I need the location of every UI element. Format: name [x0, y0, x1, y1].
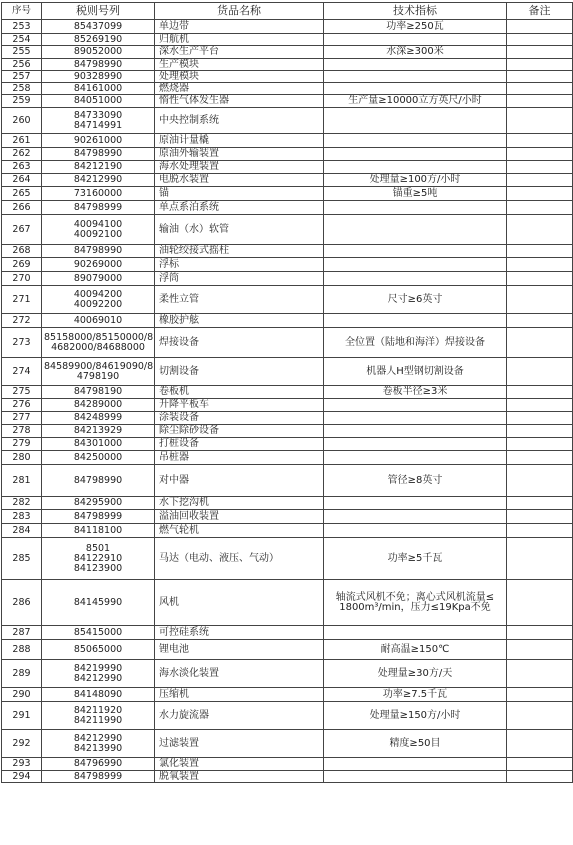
tariff-code-cell: 84798990 — [42, 245, 155, 258]
technical-spec-cell — [324, 215, 507, 245]
tariff-code-cell: 84161000 — [42, 83, 155, 95]
technical-spec-cell: 锚重≥5吨 — [324, 187, 507, 201]
row-number-cell: 292 — [2, 730, 42, 758]
technical-spec-cell — [324, 34, 507, 46]
table-row — [2, 71, 573, 83]
item-name-cell: 深水生产平台 — [155, 46, 324, 59]
tariff-code-cell: 84798190 — [42, 386, 155, 399]
row-number-cell: 257 — [2, 71, 42, 83]
item-name-cell: 处理模块 — [155, 71, 324, 83]
row-number-cell: 263 — [2, 161, 42, 174]
table-row — [2, 46, 573, 59]
table-row — [2, 201, 573, 215]
item-name-cell: 可控硅系统 — [155, 626, 324, 640]
item-name-cell: 海水处理装置 — [155, 161, 324, 174]
item-name-cell: 升降平板车 — [155, 399, 324, 412]
technical-spec-cell — [324, 71, 507, 83]
technical-spec-cell: 精度≥50目 — [324, 730, 507, 758]
table-row — [2, 660, 573, 688]
remarks-cell — [507, 730, 573, 758]
item-name-cell: 生产模块 — [155, 59, 324, 71]
technical-spec-cell — [324, 201, 507, 215]
item-name-cell: 电脱水装置 — [155, 174, 324, 187]
table-row — [2, 771, 573, 783]
table-row — [2, 134, 573, 148]
remarks-cell — [507, 148, 573, 161]
remarks-cell — [507, 328, 573, 358]
tariff-code-cell: 90261000 — [42, 134, 155, 148]
item-name-cell: 归航机 — [155, 34, 324, 46]
item-name-cell: 原油外输装置 — [155, 148, 324, 161]
technical-spec-cell: 处理量≥150方/小时 — [324, 702, 507, 730]
row-number-cell: 261 — [2, 134, 42, 148]
technical-spec-cell — [324, 399, 507, 412]
item-name-cell: 涂装设备 — [155, 412, 324, 425]
remarks-cell — [507, 314, 573, 328]
table-row — [2, 187, 573, 201]
tariff-code-cell: 84798990 — [42, 465, 155, 497]
table-row — [2, 95, 573, 108]
remarks-cell — [507, 215, 573, 245]
table-row — [2, 497, 573, 510]
item-name-cell: 打桩设备 — [155, 438, 324, 451]
technical-spec-cell — [324, 771, 507, 783]
remarks-cell — [507, 161, 573, 174]
technical-spec-cell: 功率≥7.5千瓦 — [324, 688, 507, 702]
item-name-cell: 燃烧器 — [155, 83, 324, 95]
tariff-code-cell: 84798999 — [42, 771, 155, 783]
row-number-cell: 269 — [2, 258, 42, 272]
remarks-cell — [507, 451, 573, 465]
row-number-cell: 273 — [2, 328, 42, 358]
technical-spec-cell — [324, 412, 507, 425]
row-number-cell: 267 — [2, 215, 42, 245]
technical-spec-cell — [324, 148, 507, 161]
item-name-cell: 单点系泊系统 — [155, 201, 324, 215]
tariff-code-cell: 84289000 — [42, 399, 155, 412]
table-row — [2, 386, 573, 399]
row-number-cell: 283 — [2, 510, 42, 524]
table-row — [2, 626, 573, 640]
remarks-cell — [507, 83, 573, 95]
tariff-code-cell: 85158000/85150000/8 4682000/84688000 — [42, 328, 155, 358]
table-row — [2, 258, 573, 272]
row-number-cell: 253 — [2, 20, 42, 34]
tariff-code-cell: 84250000 — [42, 451, 155, 465]
remarks-cell — [507, 688, 573, 702]
technical-spec-cell — [324, 451, 507, 465]
remarks-cell — [507, 580, 573, 626]
row-number-cell: 282 — [2, 497, 42, 510]
table-row — [2, 286, 573, 314]
table-row — [2, 702, 573, 730]
technical-spec-cell — [324, 425, 507, 438]
remarks-cell — [507, 640, 573, 660]
table-row — [2, 538, 573, 580]
technical-spec-cell — [324, 59, 507, 71]
row-number-cell: 254 — [2, 34, 42, 46]
tariff-code-cell: 84212190 — [42, 161, 155, 174]
table-row — [2, 451, 573, 465]
item-name-cell: 溢油回收装置 — [155, 510, 324, 524]
technical-spec-cell — [324, 134, 507, 148]
table-row — [2, 640, 573, 660]
remarks-cell — [507, 702, 573, 730]
table-row — [2, 758, 573, 771]
tariff-code-cell: 84301000 — [42, 438, 155, 451]
tariff-code-cell: 85065000 — [42, 640, 155, 660]
row-number-cell: 276 — [2, 399, 42, 412]
table-row — [2, 580, 573, 626]
remarks-cell — [507, 399, 573, 412]
item-name-cell: 水下挖沟机 — [155, 497, 324, 510]
tariff-items-table — [1, 2, 573, 783]
item-name-cell: 吊桩器 — [155, 451, 324, 465]
remarks-cell — [507, 660, 573, 688]
table-row — [2, 425, 573, 438]
tariff-code-cell: 84798999 — [42, 510, 155, 524]
table-row — [2, 148, 573, 161]
item-name-cell: 单边带 — [155, 20, 324, 34]
header-remarks: 备注 — [507, 3, 573, 20]
technical-spec-cell — [324, 108, 507, 134]
technical-spec-cell — [324, 524, 507, 538]
table-row — [2, 524, 573, 538]
remarks-cell — [507, 174, 573, 187]
tariff-code-cell: 84798990 — [42, 59, 155, 71]
row-number-cell: 293 — [2, 758, 42, 771]
remarks-cell — [507, 497, 573, 510]
technical-spec-cell — [324, 258, 507, 272]
table-row — [2, 465, 573, 497]
item-name-cell: 风机 — [155, 580, 324, 626]
tariff-code-cell: 85269190 — [42, 34, 155, 46]
row-number-cell: 280 — [2, 451, 42, 465]
remarks-cell — [507, 412, 573, 425]
item-name-cell: 惰性气体发生器 — [155, 95, 324, 108]
row-number-cell: 290 — [2, 688, 42, 702]
item-name-cell: 浮标 — [155, 258, 324, 272]
row-number-cell: 271 — [2, 286, 42, 314]
remarks-cell — [507, 46, 573, 59]
header-item-name: 货品名称 — [155, 3, 324, 20]
remarks-cell — [507, 187, 573, 201]
row-number-cell: 281 — [2, 465, 42, 497]
tariff-code-cell: 90328990 — [42, 71, 155, 83]
tariff-code-cell: 89079000 — [42, 272, 155, 286]
item-name-cell: 柔性立管 — [155, 286, 324, 314]
table-row — [2, 215, 573, 245]
technical-spec-cell: 处理量≥30方/天 — [324, 660, 507, 688]
tariff-code-cell: 84148090 — [42, 688, 155, 702]
item-name-cell: 焊接设备 — [155, 328, 324, 358]
row-number-cell: 266 — [2, 201, 42, 215]
row-number-cell: 284 — [2, 524, 42, 538]
tariff-code-cell: 8501 84122910 84123900 — [42, 538, 155, 580]
header-row — [2, 3, 573, 20]
remarks-cell — [507, 286, 573, 314]
technical-spec-cell — [324, 758, 507, 771]
table-row — [2, 328, 573, 358]
table-row — [2, 161, 573, 174]
technical-spec-cell: 全位置（陆地和海洋）焊接设备 — [324, 328, 507, 358]
tariff-code-cell: 40094200 40092200 — [42, 286, 155, 314]
row-number-cell: 291 — [2, 702, 42, 730]
tariff-code-cell: 84798999 — [42, 201, 155, 215]
technical-spec-cell — [324, 83, 507, 95]
technical-spec-cell — [324, 272, 507, 286]
tariff-code-cell: 84118100 — [42, 524, 155, 538]
item-name-cell: 水力旋流器 — [155, 702, 324, 730]
item-name-cell: 原油计量橇 — [155, 134, 324, 148]
remarks-cell — [507, 134, 573, 148]
remarks-cell — [507, 34, 573, 46]
technical-spec-cell: 功率≥250瓦 — [324, 20, 507, 34]
remarks-cell — [507, 20, 573, 34]
remarks-cell — [507, 510, 573, 524]
row-number-cell: 294 — [2, 771, 42, 783]
technical-spec-cell — [324, 161, 507, 174]
tariff-code-cell: 84219990 84212990 — [42, 660, 155, 688]
tariff-code-cell: 84796990 — [42, 758, 155, 771]
technical-spec-cell: 处理量≥100方/小时 — [324, 174, 507, 187]
item-name-cell: 海水淡化装置 — [155, 660, 324, 688]
tariff-code-cell: 84212990 — [42, 174, 155, 187]
item-name-cell: 除尘除砂设备 — [155, 425, 324, 438]
remarks-cell — [507, 538, 573, 580]
row-number-cell: 277 — [2, 412, 42, 425]
table-row — [2, 34, 573, 46]
tariff-code-cell: 90269000 — [42, 258, 155, 272]
row-number-cell: 287 — [2, 626, 42, 640]
technical-spec-cell: 尺寸≥6英寸 — [324, 286, 507, 314]
remarks-cell — [507, 245, 573, 258]
technical-spec-cell — [324, 497, 507, 510]
row-number-cell: 262 — [2, 148, 42, 161]
item-name-cell: 对中器 — [155, 465, 324, 497]
item-name-cell: 锂电池 — [155, 640, 324, 660]
row-number-cell: 259 — [2, 95, 42, 108]
table-row — [2, 510, 573, 524]
table-row — [2, 272, 573, 286]
row-number-cell: 272 — [2, 314, 42, 328]
technical-spec-cell — [324, 314, 507, 328]
table-row — [2, 174, 573, 187]
table-row — [2, 59, 573, 71]
tariff-code-cell: 84798990 — [42, 148, 155, 161]
technical-spec-cell: 功率≥5千瓦 — [324, 538, 507, 580]
tariff-code-cell: 85415000 — [42, 626, 155, 640]
remarks-cell — [507, 59, 573, 71]
remarks-cell — [507, 201, 573, 215]
remarks-cell — [507, 758, 573, 771]
tariff-code-cell: 85437099 — [42, 20, 155, 34]
remarks-cell — [507, 386, 573, 399]
table-row — [2, 83, 573, 95]
technical-spec-cell — [324, 510, 507, 524]
header-tariff-code: 税则号列 — [42, 3, 155, 20]
remarks-cell — [507, 108, 573, 134]
remarks-cell — [507, 465, 573, 497]
row-number-cell: 258 — [2, 83, 42, 95]
tariff-code-cell: 84295900 — [42, 497, 155, 510]
item-name-cell: 脱氧装置 — [155, 771, 324, 783]
item-name-cell: 压缩机 — [155, 688, 324, 702]
remarks-cell — [507, 358, 573, 386]
row-number-cell: 265 — [2, 187, 42, 201]
tariff-code-cell: 40069010 — [42, 314, 155, 328]
technical-spec-cell: 耐高温≥150℃ — [324, 640, 507, 660]
row-number-cell: 285 — [2, 538, 42, 580]
row-number-cell: 288 — [2, 640, 42, 660]
tariff-code-cell: 89052000 — [42, 46, 155, 59]
item-name-cell: 橡胶护舷 — [155, 314, 324, 328]
item-name-cell: 浮筒 — [155, 272, 324, 286]
header-serial-number: 序号 — [2, 3, 42, 20]
row-number-cell: 278 — [2, 425, 42, 438]
remarks-cell — [507, 95, 573, 108]
table-row — [2, 412, 573, 425]
item-name-cell: 氯化装置 — [155, 758, 324, 771]
row-number-cell: 274 — [2, 358, 42, 386]
item-name-cell: 卷板机 — [155, 386, 324, 399]
item-name-cell: 中央控制系统 — [155, 108, 324, 134]
row-number-cell: 270 — [2, 272, 42, 286]
technical-spec-cell — [324, 245, 507, 258]
row-number-cell: 256 — [2, 59, 42, 71]
tariff-code-cell: 73160000 — [42, 187, 155, 201]
tariff-code-cell: 84211920 84211990 — [42, 702, 155, 730]
technical-spec-cell — [324, 438, 507, 451]
table-body — [2, 20, 573, 783]
row-number-cell: 260 — [2, 108, 42, 134]
row-number-cell: 279 — [2, 438, 42, 451]
remarks-cell — [507, 771, 573, 783]
remarks-cell — [507, 438, 573, 451]
table-row — [2, 438, 573, 451]
tariff-code-cell: 84589900/84619090/8 4798190 — [42, 358, 155, 386]
tariff-code-cell: 84051000 — [42, 95, 155, 108]
table-row — [2, 314, 573, 328]
item-name-cell: 过滤装置 — [155, 730, 324, 758]
header-technical-spec: 技术指标 — [324, 3, 507, 20]
item-name-cell: 切割设备 — [155, 358, 324, 386]
table-row — [2, 20, 573, 34]
row-number-cell: 264 — [2, 174, 42, 187]
table-row — [2, 399, 573, 412]
row-number-cell: 286 — [2, 580, 42, 626]
remarks-cell — [507, 626, 573, 640]
remarks-cell — [507, 272, 573, 286]
tariff-code-cell: 84145990 — [42, 580, 155, 626]
table-row — [2, 245, 573, 258]
table-row — [2, 358, 573, 386]
tariff-code-cell: 84212990 84213990 — [42, 730, 155, 758]
row-number-cell: 255 — [2, 46, 42, 59]
row-number-cell: 275 — [2, 386, 42, 399]
item-name-cell: 锚 — [155, 187, 324, 201]
remarks-cell — [507, 258, 573, 272]
technical-spec-cell: 轴流式风机不免；离心式风机流量≤ 1800m³/min，压力≤19Kpa不免 — [324, 580, 507, 626]
item-name-cell: 马达（电动、液压、气动） — [155, 538, 324, 580]
table-row — [2, 108, 573, 134]
tariff-code-cell: 40094100 40092100 — [42, 215, 155, 245]
technical-spec-cell: 机器人H型钢切割设备 — [324, 358, 507, 386]
technical-spec-cell: 卷板半径≥3米 — [324, 386, 507, 399]
item-name-cell: 燃气轮机 — [155, 524, 324, 538]
tariff-code-cell: 84248999 — [42, 412, 155, 425]
remarks-cell — [507, 425, 573, 438]
technical-spec-cell: 管径≥8英寸 — [324, 465, 507, 497]
row-number-cell: 268 — [2, 245, 42, 258]
item-name-cell: 油轮绞接式摇柱 — [155, 245, 324, 258]
remarks-cell — [507, 71, 573, 83]
remarks-cell — [507, 524, 573, 538]
technical-spec-cell — [324, 626, 507, 640]
table-row — [2, 688, 573, 702]
table-row — [2, 730, 573, 758]
row-number-cell: 289 — [2, 660, 42, 688]
technical-spec-cell: 水深≥300米 — [324, 46, 507, 59]
item-name-cell: 输油（水）软管 — [155, 215, 324, 245]
tariff-code-cell: 84213929 — [42, 425, 155, 438]
technical-spec-cell: 生产量≥10000立方英尺/小时 — [324, 95, 507, 108]
tariff-code-cell: 84733090 84714991 — [42, 108, 155, 134]
